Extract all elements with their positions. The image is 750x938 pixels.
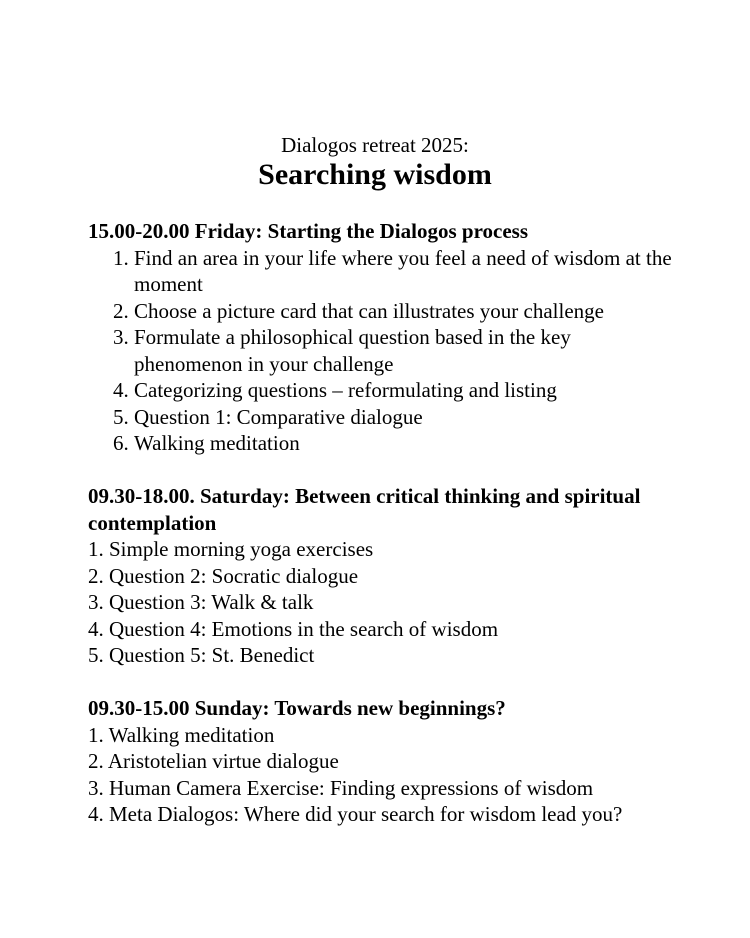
list-item: 3. Formulate a philosophical question based in the key phenomenon in your challenge [134, 324, 678, 377]
list-item: 2. Question 2: Socratic dialogue [88, 563, 359, 588]
section-spacer [88, 457, 678, 484]
document-subtitle: Dialogos retreat 2025: [281, 133, 469, 157]
document-body [88, 218, 678, 828]
list-item: 4. Question 4: Emotions in the search of wisdom [88, 616, 499, 641]
list-item: 4. Meta Dialogos: Where did your search for wisdom lead you? [88, 802, 623, 826]
section-saturday [88, 483, 678, 669]
list-item: 2. Aristotelian virtue dialogue [88, 749, 339, 773]
section-friday [88, 218, 678, 457]
list-item: 5. Question 5: St. Benedict [88, 643, 315, 667]
saturday-list [88, 536, 678, 669]
list-item: 5. Question 1: Comparative dialogue [134, 404, 678, 431]
list-item: 2. Choose a picture card that can illustrates your challenge [134, 298, 678, 325]
list-item: 4. Categorizing questions – reformulating and listing [134, 377, 678, 404]
list-item: 1. Simple morning yoga exercises [88, 537, 374, 561]
friday-list [88, 245, 678, 457]
section-sunday [88, 695, 678, 828]
list-item: 1. Find an area in your life where you feel a need of wisdom at the moment [134, 245, 678, 298]
list-item: 1. Walking meditation [88, 722, 275, 747]
sunday-list [88, 722, 678, 828]
list-item: 6. Walking meditation [134, 430, 678, 457]
section-heading: 09.30-15.00 Sunday: Towards new beginnings? [88, 696, 506, 720]
section-heading: 09.30-18.00. Saturday: Between critical thinking and spiritual contemplation [88, 484, 641, 535]
list-item: 3. Question 3: Walk & talk [88, 590, 314, 614]
section-heading: 15.00-20.00 Friday: Starting the Dialogos process [88, 219, 529, 243]
document-title: Searching wisdom [258, 158, 492, 191]
section-spacer [88, 669, 678, 696]
list-item: 3. Human Camera Exercise: Finding expressions of wisdom [88, 775, 594, 800]
